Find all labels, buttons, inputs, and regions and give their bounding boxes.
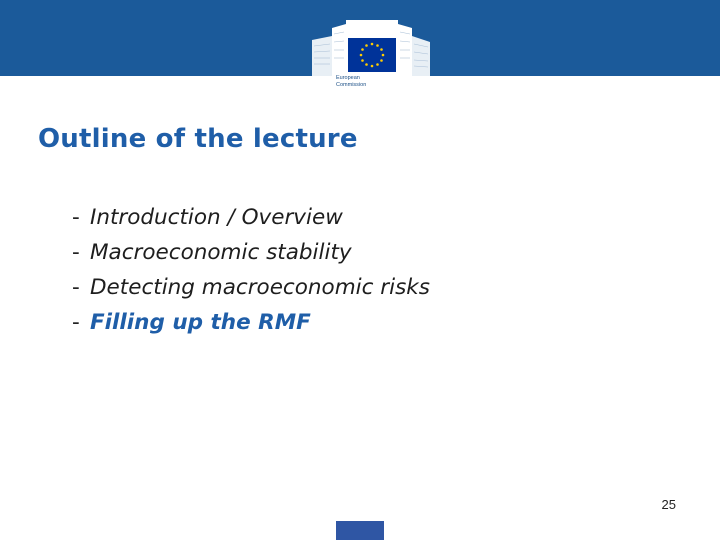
logo-line-commission: Commission bbox=[336, 81, 367, 88]
outline-item-filling-rmf bbox=[72, 305, 430, 340]
bullet-dash: - bbox=[72, 275, 80, 300]
outline-item-detecting-risks bbox=[72, 270, 430, 305]
european-commission-logo bbox=[312, 16, 432, 98]
outline-item-introduction bbox=[72, 200, 430, 235]
slide-title: Outline of the lecture bbox=[38, 124, 358, 154]
logo-caption bbox=[336, 75, 408, 88]
outline-item-label: Detecting macroeconomic risks bbox=[90, 275, 430, 300]
footer-accent-bar bbox=[336, 521, 384, 540]
bullet-dash: - bbox=[72, 205, 80, 230]
outline-item-macroeconomic-stability bbox=[72, 235, 430, 270]
bullet-dash: - bbox=[72, 240, 80, 265]
outline-item-label: Macroeconomic stability bbox=[90, 240, 352, 265]
outline-item-label: Filling up the RMF bbox=[90, 310, 311, 335]
lecture-outline bbox=[72, 200, 430, 340]
logo-line-european: European bbox=[336, 75, 360, 81]
bullet-dash: - bbox=[72, 310, 80, 335]
page-number: 25 bbox=[661, 497, 676, 512]
outline-item-label: Introduction / Overview bbox=[90, 205, 343, 230]
